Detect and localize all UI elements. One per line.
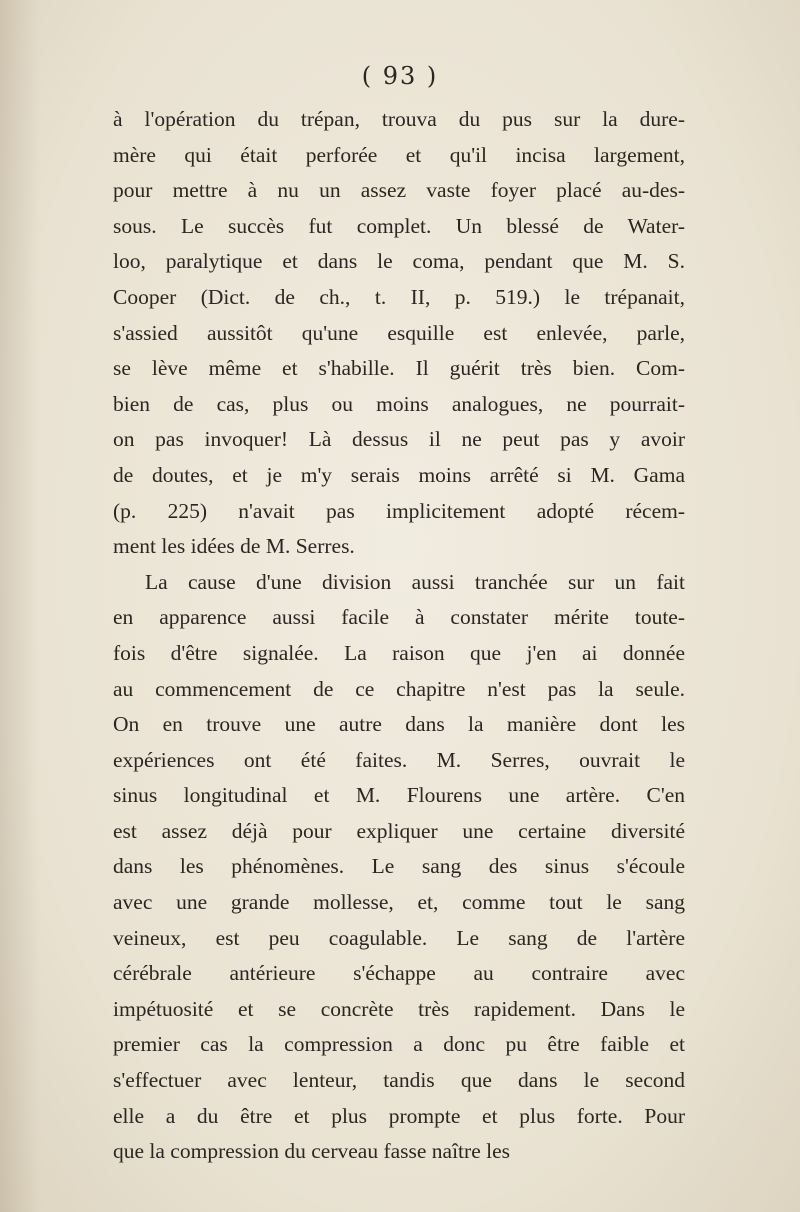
text-line: mère qui était perforée et qu'il incisa largement, xyxy=(113,142,685,167)
text-line: en apparence aussi facile à constater mérite toute- xyxy=(113,605,685,630)
text-line: sinus longitudinal et M. Flourens une artère. C'en xyxy=(113,783,685,808)
text-line: ment les idées de M. Serres. xyxy=(113,534,355,559)
text-line: On en trouve une autre dans la manière dont les xyxy=(113,712,685,737)
text-line: veineux, est peu coagulable. Le sang de l'artère xyxy=(113,925,685,950)
text-line: est assez déjà pour expliquer une certaine diversité xyxy=(113,818,685,843)
text-line: cérébrale antérieure s'échappe au contraire avec xyxy=(113,961,685,986)
text-line: (p. 225) n'avait pas implicitement adopté récem- xyxy=(113,498,685,523)
text-line: de doutes, et je m'y serais moins arrêté si M. Gama xyxy=(113,462,685,487)
text-line: s'effectuer avec lenteur, tandis que dans le second xyxy=(113,1068,685,1093)
text-line: expériences ont été faites. M. Serres, ouvrait le xyxy=(113,747,685,772)
page-gutter-shadow xyxy=(0,0,40,1212)
text-line: elle a du être et plus prompte et plus forte. Pour xyxy=(113,1103,685,1128)
page-number: ( 93 ) xyxy=(361,62,439,90)
text-line: bien de cas, plus ou moins analogues, ne pourrait- xyxy=(113,391,685,416)
text-line: fois d'être signalée. La raison que j'en ai donnée xyxy=(113,640,685,665)
text-line: se lève même et s'habille. Il guérit très bien. Com- xyxy=(113,356,685,381)
text-line: avec une grande mollesse, et, comme tout le sang xyxy=(113,890,685,915)
text-line: sous. Le succès fut complet. Un blessé de Water- xyxy=(113,213,685,238)
text-line: Cooper (Dict. de ch., t. II, p. 519.) le trépanait, xyxy=(113,284,685,309)
text-line: que la compression du cerveau fasse naître les xyxy=(113,1139,510,1164)
text-line: pour mettre à nu un assez vaste foyer placé au-des- xyxy=(113,178,685,203)
text-line: premier cas la compression a donc pu être faible et xyxy=(113,1032,685,1057)
text-line: s'assied aussitôt qu'une esquille est enlevée, parle, xyxy=(113,320,685,345)
text-line: loo, paralytique et dans le coma, pendant que M. S. xyxy=(113,249,685,274)
text-line: à l'opération du trépan, trouva du pus sur la dure- xyxy=(113,107,685,131)
text-line: La cause d'une division aussi tranchée sur un fait xyxy=(145,569,685,594)
text-line: dans les phénomènes. Le sang des sinus s'écoule xyxy=(113,854,685,879)
body-text xyxy=(113,102,685,1170)
text-line: impétuosité et se concrète très rapidement. Dans le xyxy=(113,996,685,1021)
text-line: on pas invoquer! Là dessus il ne peut pas y avoir xyxy=(113,427,685,452)
text-line: au commencement de ce chapitre n'est pas la seule. xyxy=(113,676,685,701)
